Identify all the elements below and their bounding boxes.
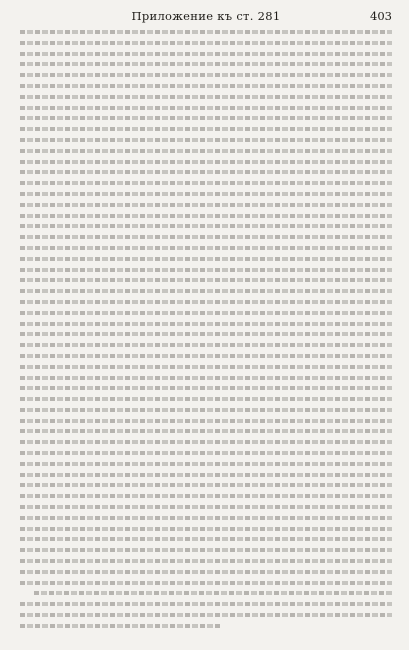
text-line — [20, 545, 392, 556]
text-line — [20, 524, 392, 535]
text-line — [20, 103, 392, 114]
text-line — [20, 470, 392, 481]
text-line — [20, 38, 392, 49]
text-line — [20, 189, 392, 200]
text-line — [20, 221, 392, 232]
text-line — [20, 567, 392, 578]
text-line — [20, 135, 392, 146]
text-line — [20, 178, 392, 189]
text-line — [20, 211, 392, 222]
text-line — [20, 27, 392, 38]
text-line — [20, 124, 392, 135]
text-line — [20, 610, 392, 621]
text-line — [20, 599, 392, 610]
text-line — [20, 329, 392, 340]
text-line — [20, 286, 392, 297]
page-number: 403 — [370, 9, 392, 23]
text-line — [20, 513, 392, 524]
text-line — [20, 167, 392, 178]
text-line — [20, 502, 392, 513]
text-line — [20, 92, 392, 103]
text-line — [20, 297, 392, 308]
text-line — [20, 448, 392, 459]
text-line — [20, 459, 392, 470]
text-line — [20, 383, 392, 394]
text-line — [20, 254, 392, 265]
text-line — [20, 70, 392, 81]
text-line — [20, 59, 392, 70]
text-line — [20, 340, 392, 351]
running-head — [20, 9, 392, 23]
text-line — [20, 308, 392, 319]
text-line — [20, 373, 392, 384]
text-line — [20, 426, 392, 437]
text-line — [20, 556, 392, 567]
text-line — [20, 534, 392, 545]
text-line — [20, 157, 392, 168]
text-line — [20, 405, 392, 416]
text-line — [20, 578, 392, 589]
text-line — [20, 480, 392, 491]
text-line — [20, 232, 392, 243]
text-line — [20, 146, 392, 157]
text-line — [20, 275, 392, 286]
text-line — [20, 491, 392, 502]
text-line — [20, 351, 392, 362]
text-line — [20, 362, 392, 373]
body-paragraph — [20, 588, 392, 631]
body-paragraph — [20, 27, 392, 588]
text-line — [20, 588, 392, 599]
text-line — [20, 243, 392, 254]
text-line — [20, 394, 392, 405]
text-line — [20, 200, 392, 211]
section-title: Приложение къ ст. 281 — [131, 9, 281, 23]
text-line — [20, 49, 392, 60]
text-line — [20, 113, 392, 124]
text-line — [20, 437, 392, 448]
text-line — [20, 81, 392, 92]
text-line — [20, 621, 392, 632]
body-text-block — [20, 27, 392, 632]
text-line — [20, 265, 392, 276]
text-line — [20, 416, 392, 427]
text-line — [20, 319, 392, 330]
